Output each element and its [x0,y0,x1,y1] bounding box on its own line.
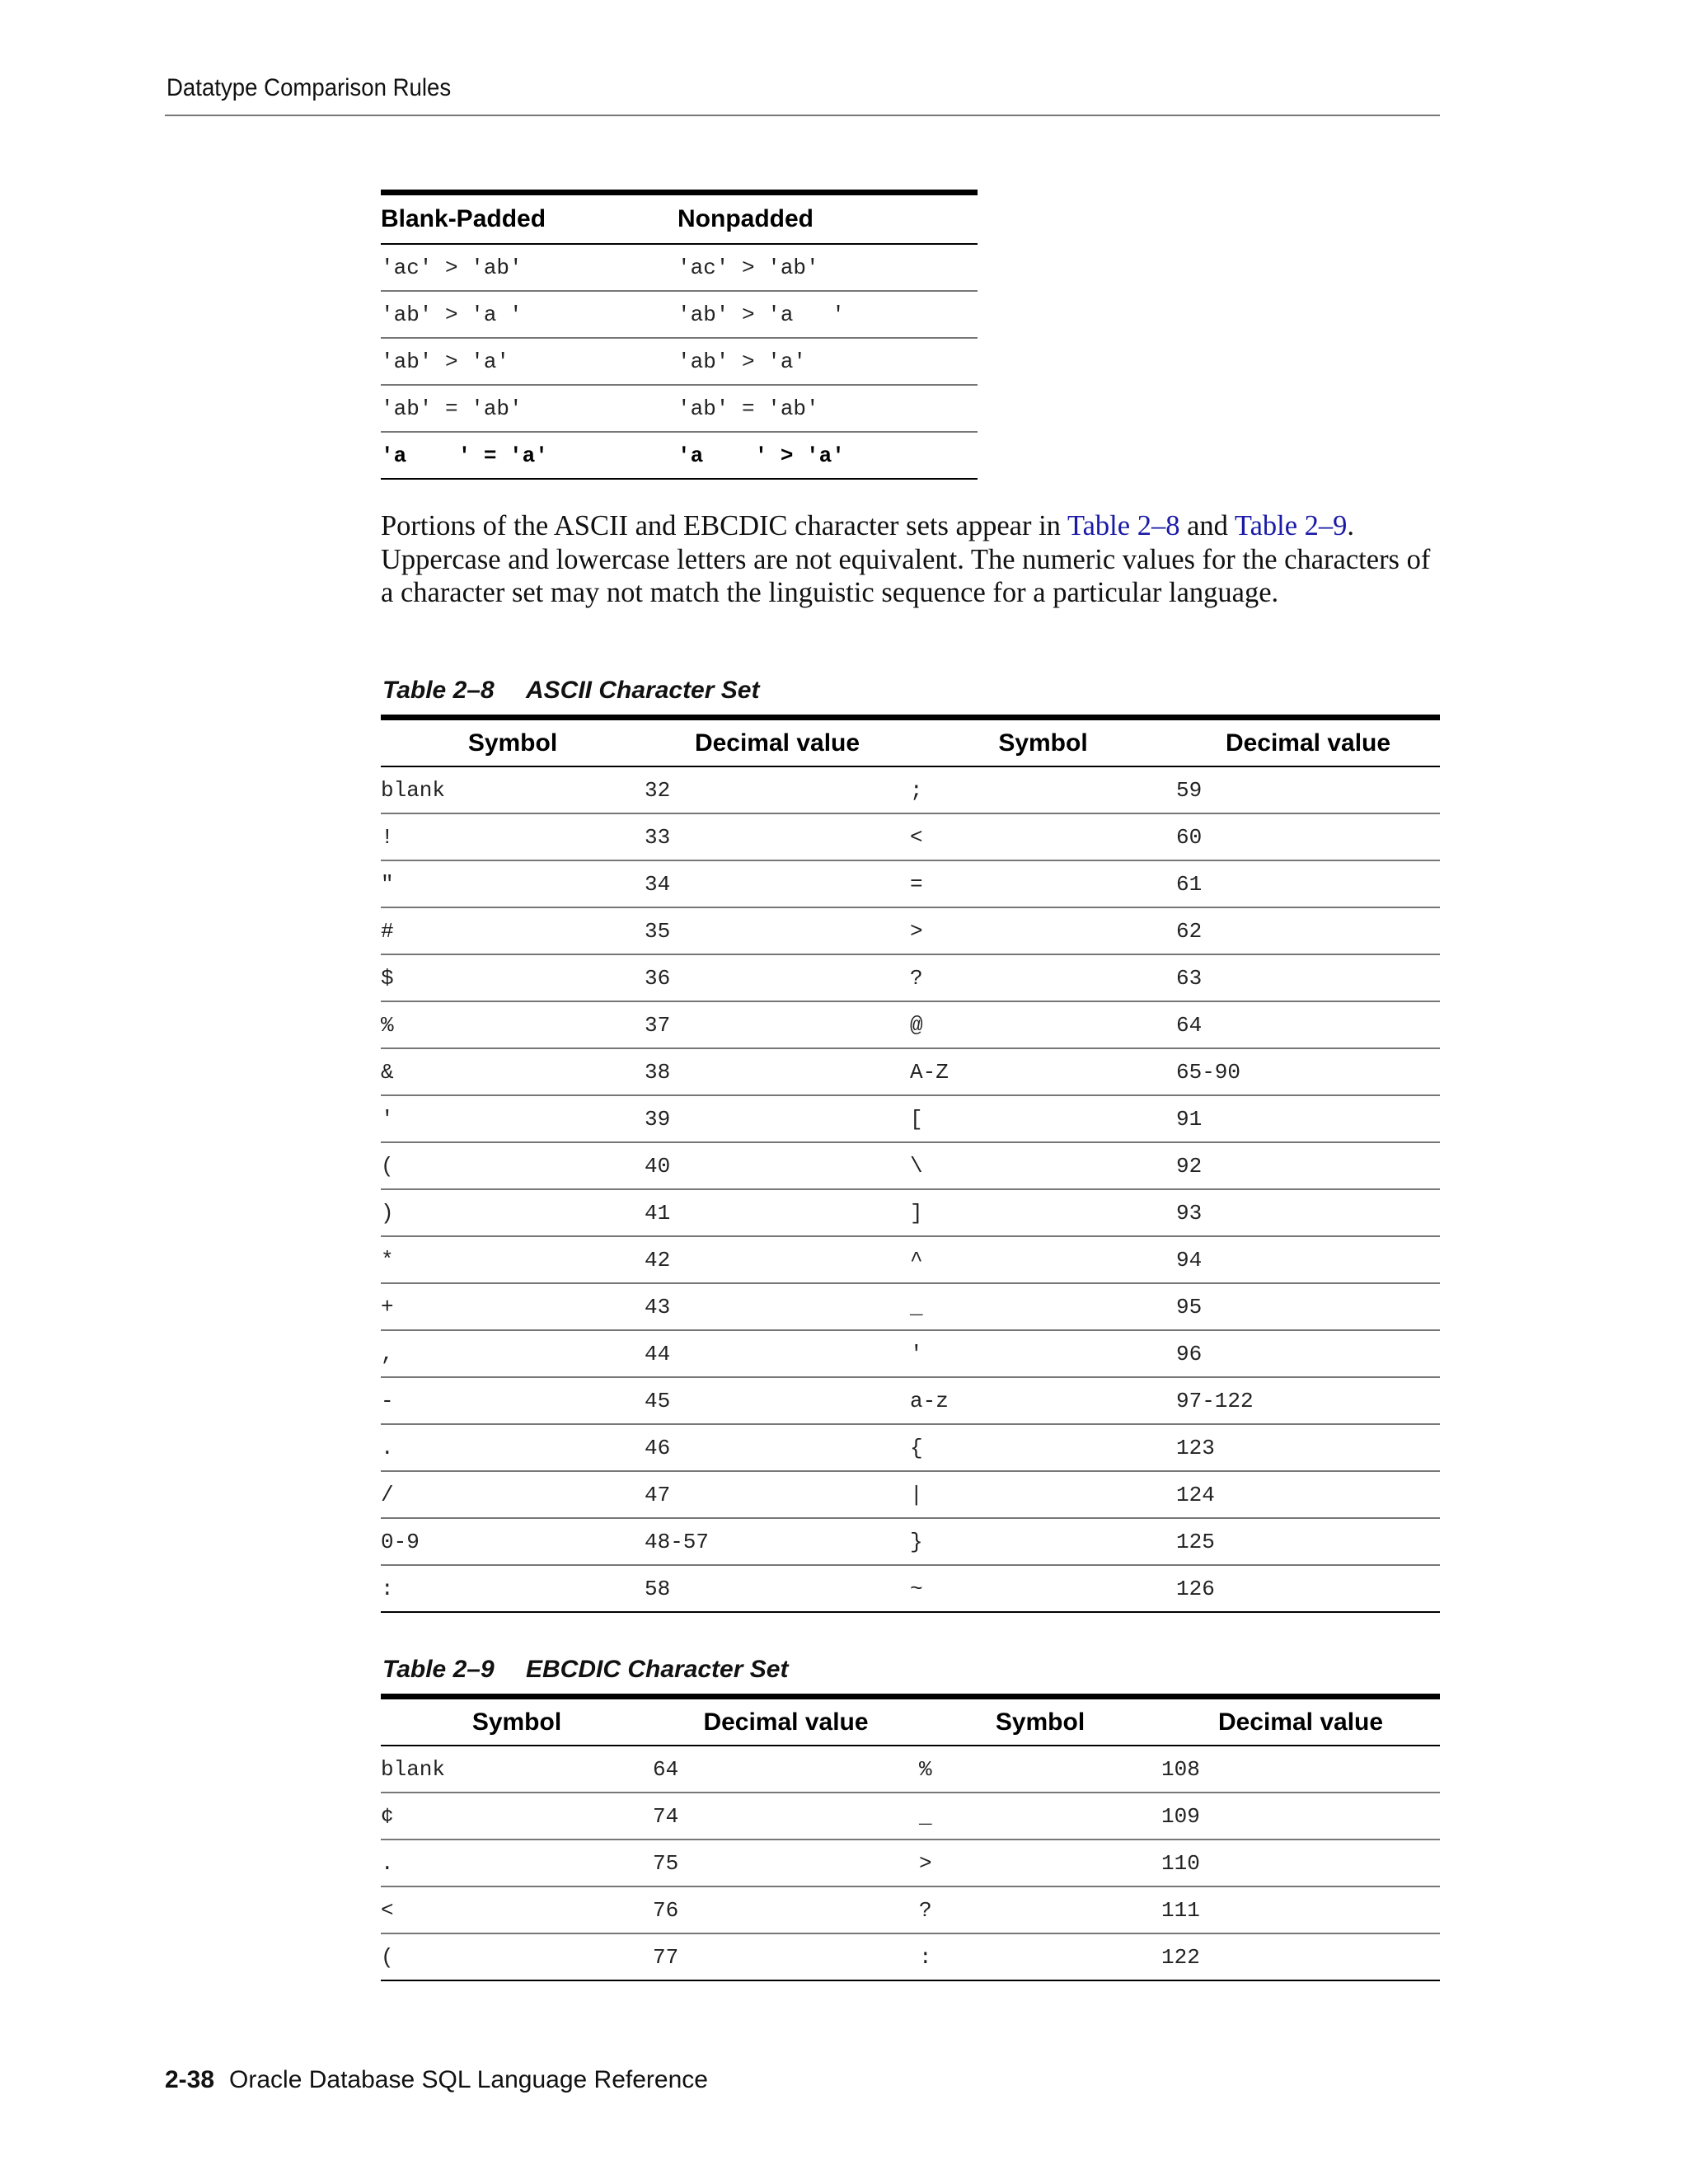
decimal-value-cell: 64 [1176,1001,1440,1048]
table-cell: 'a ' > 'a' [678,432,978,479]
symbol-cell: % [381,1001,645,1048]
column-header: Symbol [919,1697,1161,1746]
symbol-cell: _ [910,1283,1176,1330]
running-header: Datatype Comparison Rules [166,74,452,101]
decimal-value-cell: 60 [1176,813,1440,860]
column-header: Nonpadded [678,193,978,245]
decimal-value-cell: 43 [645,1283,910,1330]
table-row [381,1518,1440,1565]
symbol-cell: | [910,1471,1176,1518]
decimal-value-cell: 39 [645,1095,910,1142]
table-row [381,1189,1440,1236]
symbol-cell: ; [910,766,1176,813]
symbol-cell: ? [910,954,1176,1001]
decimal-value-cell: 96 [1176,1330,1440,1377]
symbol-cell: ] [910,1189,1176,1236]
decimal-value-cell: 42 [645,1236,910,1283]
symbol-cell: & [381,1048,645,1095]
decimal-value-cell: 40 [645,1142,910,1189]
table-title: ASCII Character Set [526,677,760,704]
symbol-cell: " [381,860,645,907]
table-row [381,1001,1440,1048]
symbol-cell: A-Z [910,1048,1176,1095]
paragraph-text: Portions of the ASCII and EBCDIC character sets appear in [381,510,1067,541]
table-row [381,291,978,338]
symbol-cell: * [381,1236,645,1283]
symbol-cell: [ [910,1095,1176,1142]
table-row [381,1283,1440,1330]
body-paragraph [381,509,1444,610]
decimal-value-cell: 124 [1176,1471,1440,1518]
column-header: Symbol [381,1697,653,1746]
decimal-value-cell: 47 [645,1471,910,1518]
symbol-cell: ~ [910,1565,1176,1612]
table-number: Table 2–8 [382,677,495,704]
decimal-value-cell: 122 [1161,1933,1440,1980]
table-row [381,1330,1440,1377]
header-rule [165,115,1440,116]
decimal-value-cell: 34 [645,860,910,907]
table-2-8-link[interactable]: Table 2–8 [1067,510,1180,541]
table-cell: 'ab' > 'a' [381,338,678,385]
comparison-table [381,190,978,480]
symbol-cell: ! [381,813,645,860]
ebcdic-table-caption [382,1656,788,1684]
symbol-cell: / [381,1471,645,1518]
decimal-value-cell: 45 [645,1377,910,1424]
table-cell: 'a ' = 'a' [381,432,678,479]
decimal-value-cell: 74 [653,1793,919,1840]
decimal-value-cell: 44 [645,1330,910,1377]
symbol-cell: ( [381,1142,645,1189]
decimal-value-cell: 32 [645,766,910,813]
decimal-value-cell: 111 [1161,1886,1440,1933]
table-row [381,1840,1440,1886]
symbol-cell: blank [381,766,645,813]
symbol-cell: ' [910,1330,1176,1377]
decimal-value-cell: 64 [653,1746,919,1793]
ascii-table-caption [382,677,759,705]
symbol-cell: % [919,1746,1161,1793]
table-row [381,813,1440,860]
table-row [381,385,978,432]
symbol-cell: - [381,1377,645,1424]
symbol-cell: : [381,1565,645,1612]
table-row [381,907,1440,954]
page-number: 2-38 [165,2066,215,2093]
table-row [381,1142,1440,1189]
symbol-cell: } [910,1518,1176,1565]
decimal-value-cell: 48-57 [645,1518,910,1565]
symbol-cell: . [381,1840,653,1886]
table-row [381,1933,1440,1980]
table-title: EBCDIC Character Set [526,1656,789,1683]
ebcdic-table [381,1694,1440,1981]
table-row [381,1095,1440,1142]
decimal-value-cell: 61 [1176,860,1440,907]
decimal-value-cell: 46 [645,1424,910,1471]
paragraph-text: . Uppercase and lowercase letters are not equivalent. The numeric values for the characters of a character set may not match the linguistic sequence for a particular language. [381,510,1431,608]
table-number: Table 2–9 [382,1656,495,1683]
symbol-cell: { [910,1424,1176,1471]
decimal-value-cell: 62 [1176,907,1440,954]
table-row [381,1424,1440,1471]
decimal-value-cell: 108 [1161,1746,1440,1793]
decimal-value-cell: 58 [645,1565,910,1612]
table-2-9-link[interactable]: Table 2–9 [1234,510,1348,541]
table-row [381,766,1440,813]
decimal-value-cell: 94 [1176,1236,1440,1283]
symbol-cell: = [910,860,1176,907]
table-row [381,1565,1440,1612]
symbol-cell: @ [910,1001,1176,1048]
table-row [381,1746,1440,1793]
decimal-value-cell: 97-122 [1176,1377,1440,1424]
column-header: Symbol [381,718,645,767]
symbol-cell: < [910,813,1176,860]
table-cell: 'ab' > 'a' [678,338,978,385]
decimal-value-cell: 109 [1161,1793,1440,1840]
page-footer [165,2066,708,2094]
column-header: Decimal value [1161,1697,1440,1746]
symbol-cell: : [919,1933,1161,1980]
symbol-cell: 0-9 [381,1518,645,1565]
decimal-value-cell: 110 [1161,1840,1440,1886]
table-cell: 'ab' > 'a ' [678,291,978,338]
symbol-cell: ( [381,1933,653,1980]
table-cell: 'ab' > 'a ' [381,291,678,338]
decimal-value-cell: 125 [1176,1518,1440,1565]
table-cell: 'ab' = 'ab' [678,385,978,432]
symbol-cell: ^ [910,1236,1176,1283]
symbol-cell: < [381,1886,653,1933]
table-row [381,1471,1440,1518]
symbol-cell: $ [381,954,645,1001]
table-row [381,860,1440,907]
decimal-value-cell: 63 [1176,954,1440,1001]
decimal-value-cell: 92 [1176,1142,1440,1189]
decimal-value-cell: 75 [653,1840,919,1886]
symbol-cell: blank [381,1746,653,1793]
table-row [381,1236,1440,1283]
symbol-cell: > [910,907,1176,954]
column-header: Decimal value [653,1697,919,1746]
symbol-cell: , [381,1330,645,1377]
table-cell: 'ac' > 'ab' [381,244,678,291]
decimal-value-cell: 65-90 [1176,1048,1440,1095]
table-row [381,244,978,291]
paragraph-text: and [1179,510,1235,541]
ascii-table [381,715,1440,1613]
symbol-cell: ? [919,1886,1161,1933]
decimal-value-cell: 37 [645,1001,910,1048]
decimal-value-cell: 93 [1176,1189,1440,1236]
table-row [381,1886,1440,1933]
symbol-cell: ) [381,1189,645,1236]
table-row [381,1793,1440,1840]
column-header: Symbol [910,718,1176,767]
column-header: Blank-Padded [381,193,678,245]
decimal-value-cell: 33 [645,813,910,860]
symbol-cell: > [919,1840,1161,1886]
decimal-value-cell: 35 [645,907,910,954]
decimal-value-cell: 59 [1176,766,1440,813]
table-row [381,338,978,385]
symbol-cell: ¢ [381,1793,653,1840]
decimal-value-cell: 77 [653,1933,919,1980]
book-title: Oracle Database SQL Language Reference [229,2066,708,2093]
symbol-cell: a-z [910,1377,1176,1424]
table-row [381,432,978,479]
table-row [381,1377,1440,1424]
symbol-cell: . [381,1424,645,1471]
decimal-value-cell: 41 [645,1189,910,1236]
column-header: Decimal value [645,718,910,767]
decimal-value-cell: 123 [1176,1424,1440,1471]
decimal-value-cell: 126 [1176,1565,1440,1612]
decimal-value-cell: 91 [1176,1095,1440,1142]
column-header: Decimal value [1176,718,1440,767]
table-cell: 'ac' > 'ab' [678,244,978,291]
symbol-cell: # [381,907,645,954]
symbol-cell: ' [381,1095,645,1142]
symbol-cell: \ [910,1142,1176,1189]
table-row [381,1048,1440,1095]
decimal-value-cell: 38 [645,1048,910,1095]
table-row [381,954,1440,1001]
symbol-cell: + [381,1283,645,1330]
decimal-value-cell: 76 [653,1886,919,1933]
decimal-value-cell: 95 [1176,1283,1440,1330]
decimal-value-cell: 36 [645,954,910,1001]
table-cell: 'ab' = 'ab' [381,385,678,432]
symbol-cell: _ [919,1793,1161,1840]
